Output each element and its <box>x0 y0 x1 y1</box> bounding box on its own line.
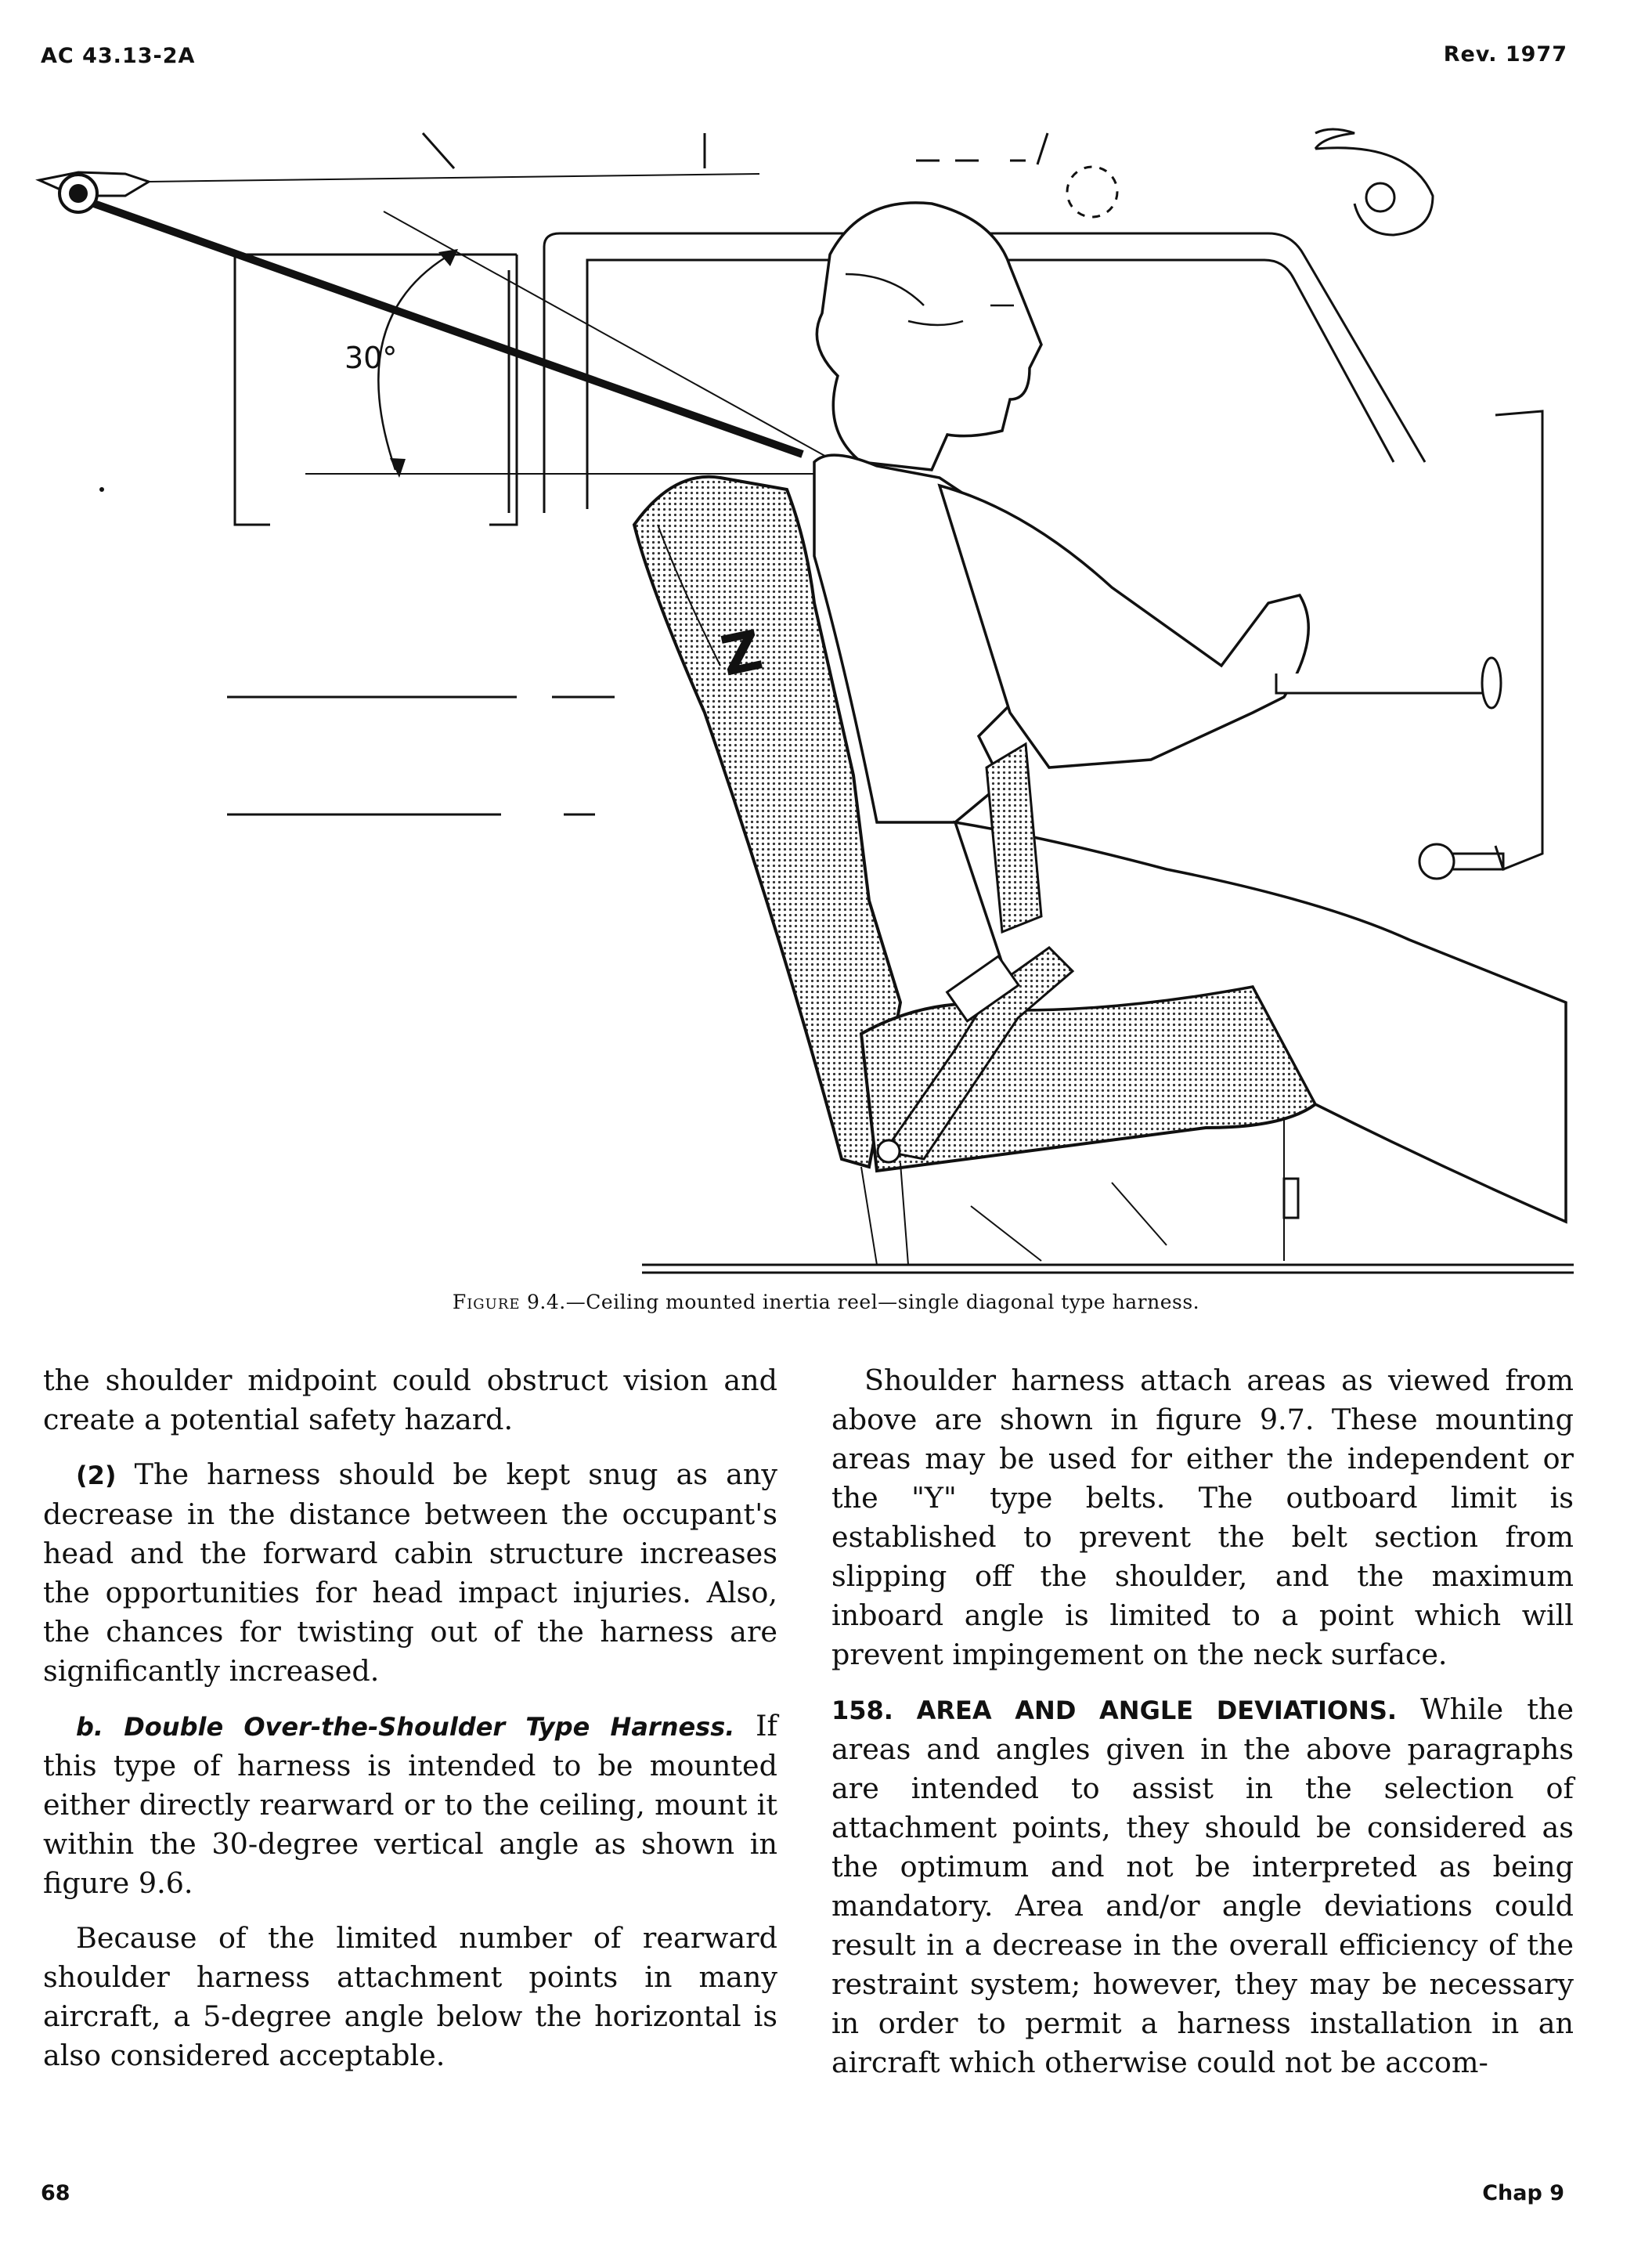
right-paragraph-1: Shoulder harness attach areas as viewed from above are shown in figure 9.7. These mounting areas may be used for either the independent or the "Y" type belts. The outboard limit is established to prevent the belt section from slipping off the shoulder, and the maximum inboard angle is limited to a point which will prevent impingement on the neck surface. <box>831 1363 1574 1671</box>
right-paragraph-2 <box>831 1690 1574 2082</box>
header-revision: Rev. 1977 <box>1443 42 1567 67</box>
header-document-id: AC 43.13-2A <box>41 44 196 68</box>
page-number: 68 <box>41 2181 70 2205</box>
left-paragraph-2-text: The harness should be kept snug as any decrease in the distance between the occupant's head and the forward cabin structure increases the opportunities for head impact injuries. Also, the chances for twisting out of the harness are significantly increased. <box>43 1457 777 1688</box>
occupant-arm <box>940 486 1308 767</box>
dashed-light-icon <box>1067 167 1117 217</box>
left-paragraph-2 <box>43 1455 777 1691</box>
shoulder-strap <box>94 204 803 454</box>
right-column <box>831 1361 1574 2098</box>
figure-illustration <box>31 117 1574 1277</box>
left-paragraph-1: the shoulder midpoint could obstruct vision and create a potential safety hazard. <box>43 1363 777 1436</box>
left-column <box>43 1361 777 2091</box>
left-paragraph-3-text: If this type of harness is intended to be mounted either directly rearward or to the ceiling, mount it within the 30-degree vertical angle as shown in figure 9.6. <box>43 1709 778 1900</box>
occupant-head <box>817 203 1041 470</box>
left-paragraph-4: Because of the limited number of rearward shoulder harness attachment points in many aircraft, a 5-degree angle below the horizontal is also considered acceptable. <box>43 1921 777 2072</box>
inertia-reel-icon <box>39 172 759 212</box>
chapter-label: Chap 9 <box>1482 2181 1564 2205</box>
caption-prefix: Figure <box>452 1291 521 1313</box>
right-paragraph-2-text: While the areas and angles given in the above paragraphs are intended to assist in the selection of attachment points, they should be considered as the optimum and not be interpreted as being mandatory. Area and/or angle deviations could result in a decrease in the overall efficiency of the restraint system; however, they may be necessary in order to permit a harness installation in an aircraft which otherwise could not be accom- <box>831 1692 1574 2079</box>
figure-caption <box>0 1291 1652 1313</box>
angle-label: 30° <box>344 341 398 375</box>
svg-text:Z: Z <box>715 617 768 689</box>
left-paragraph-2-lead: (2) <box>76 1461 117 1490</box>
right-paragraph-2-lead: 158. AREA AND ANGLE DEVIATIONS. <box>831 1696 1398 1725</box>
left-paragraph-3-lead: b. Double Over-the-Shoulder Type Harness. <box>76 1712 735 1742</box>
ring-icon <box>1366 183 1394 211</box>
left-paragraph-3 <box>43 1706 777 1903</box>
caption-text: 9.4.—Ceiling mounted inertia reel—single diagonal type harness. <box>520 1291 1200 1313</box>
